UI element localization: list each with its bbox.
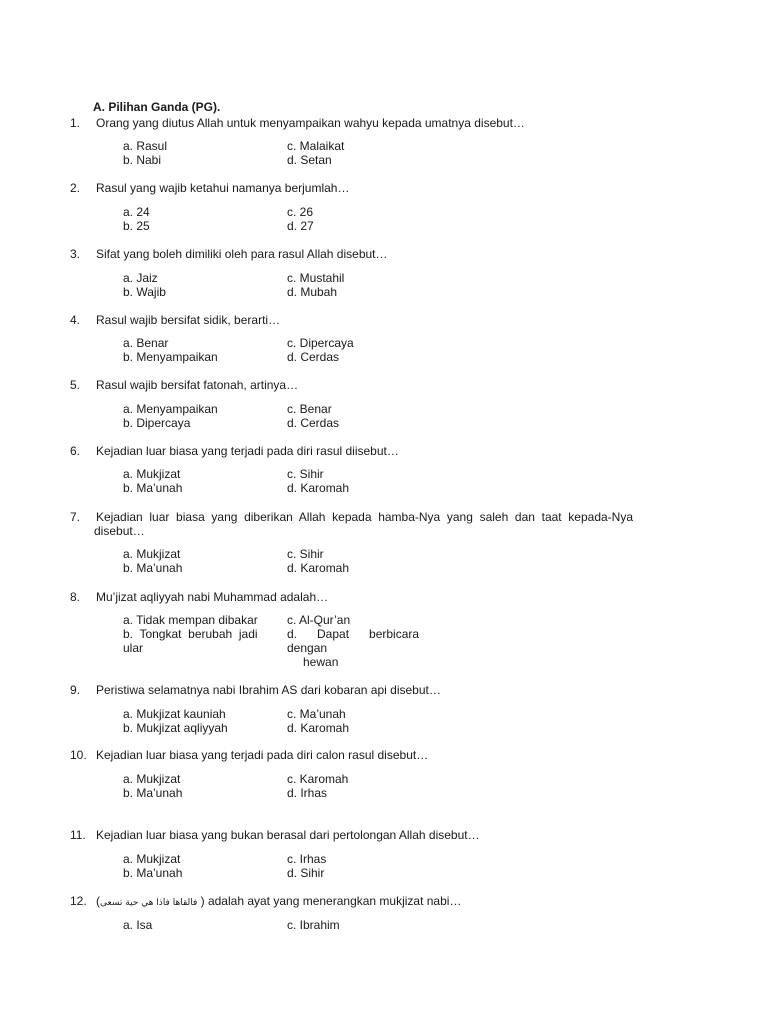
question-text: Orang yang diutus Allah untuk menyampaikan wahyu kepada umatnya disebut…: [96, 116, 525, 130]
option-b: b. Nabi: [123, 153, 162, 167]
option-a: a. Rasul: [123, 139, 168, 153]
option-c: c. Karomah: [287, 772, 349, 786]
question-text: Rasul yang wajib ketahui namanya berjumlah…: [96, 181, 350, 195]
option-d: d. Irhas: [287, 786, 328, 800]
question-text-line-2: disebut…: [94, 524, 145, 538]
open-paren: (: [96, 894, 100, 908]
option-d: d. Sihir: [287, 866, 325, 880]
arabic-verse: فالقاها فاذا هي حية تسعى: [100, 898, 198, 908]
option-c: c. Irhas: [287, 852, 327, 866]
question-number: 11.: [70, 828, 86, 842]
question-text: [96, 894, 702, 910]
option-a: a. Menyampaikan: [123, 402, 218, 416]
option-a: a. Benar: [123, 336, 169, 350]
option-d: d. Setan: [287, 153, 332, 167]
option-c: c. Al-Qur’an: [287, 613, 351, 627]
option-a: a. Jaiz: [123, 271, 158, 285]
option-d: d. Cerdas: [287, 416, 340, 430]
option-a: a. 24: [123, 205, 150, 219]
option-d: d. Karomah: [287, 721, 350, 735]
option-d: d. Karomah: [287, 481, 350, 495]
question-text: Sifat yang boleh dimiliki oleh para rasul Allah disebut…: [96, 247, 388, 261]
section-heading: A. Pilihan Ganda (PG).: [93, 100, 221, 114]
option-d-line-1: d. Dapat berbicara: [287, 627, 420, 641]
option-b: b. Ma’unah: [123, 866, 183, 880]
question-text: Peristiwa selamatnya nabi Ibrahim AS dari kobaran api disebut…: [96, 683, 441, 697]
option-b: b. Ma’unah: [123, 561, 183, 575]
option-d: d. Cerdas: [287, 350, 340, 364]
question-number: 12.: [70, 894, 87, 908]
option-b: b. Dipercaya: [123, 416, 191, 430]
question-text: Kejadian luar biasa yang terjadi pada diri calon rasul disebut…: [96, 748, 429, 762]
option-a: a. Mukjizat: [123, 467, 181, 481]
question-text: Rasul wajib bersifat fatonah, artinya…: [96, 378, 299, 392]
question-number: 6.: [70, 444, 81, 458]
option-c: c. 26: [287, 205, 314, 219]
option-d: d. 27: [287, 219, 314, 233]
question-number: 4.: [70, 313, 81, 327]
option-c: c. Mustahil: [287, 271, 345, 285]
option-c: c. Malaikat: [287, 139, 345, 153]
question-number: 5.: [70, 378, 81, 392]
question-number: 2.: [70, 181, 81, 195]
option-a: a. Isa: [123, 918, 153, 932]
option-c: c. Sihir: [287, 547, 324, 561]
option-a: a. Mukjizat: [123, 772, 181, 786]
question-text-rest: ) adalah ayat yang menerangkan mukjizat nabi…: [197, 894, 462, 908]
question-number: 3.: [70, 247, 81, 261]
option-b-line-1: b. Tongkat berubah jadi: [123, 627, 258, 641]
option-b: b. 25: [123, 219, 150, 233]
question-text-line-1: Kejadian luar biasa yang diberikan Allah kepada hamba-Nya yang saleh dan taat kepada-Nya: [96, 510, 634, 524]
question-number: 9.: [70, 683, 81, 697]
option-b: b. Ma’unah: [123, 481, 183, 495]
question-text: Kejadian luar biasa yang bukan berasal dari pertolongan Allah disebut…: [96, 828, 480, 842]
question-number: 8.: [70, 590, 81, 604]
option-c: c. Sihir: [287, 467, 324, 481]
question-text: Mu’jizat aqliyyah nabi Muhammad adalah…: [96, 590, 329, 604]
option-b: b. Wajib: [123, 285, 166, 299]
question-text: Kejadian luar biasa yang terjadi pada diri rasul diisebut…: [96, 444, 399, 458]
option-b: b. Menyampaikan: [123, 350, 218, 364]
option-d-line-3: hewan: [303, 655, 339, 669]
option-c: c. Ma’unah: [287, 707, 346, 721]
question-text: Rasul wajib bersifat sidik, berarti…: [96, 313, 281, 327]
option-a: a. Tidak mempan dibakar: [123, 613, 258, 627]
option-d: d. Mubah: [287, 285, 338, 299]
option-c: c. Dipercaya: [287, 336, 354, 350]
option-d-line-2: dengan: [287, 641, 328, 655]
question-number: 10.: [70, 748, 87, 762]
option-b-line-2: ular: [123, 641, 144, 655]
option-a: a. Mukjizat: [123, 852, 181, 866]
option-a: a. Mukjizat kauniah: [123, 707, 226, 721]
option-b: b. Ma’unah: [123, 786, 183, 800]
question-number: 1.: [70, 116, 81, 130]
option-c: c. Ibrahim: [287, 918, 340, 932]
option-c: c. Benar: [287, 402, 332, 416]
question-number: 7.: [70, 510, 81, 524]
option-d: d. Karomah: [287, 561, 350, 575]
option-a: a. Mukjizat: [123, 547, 181, 561]
option-b: b. Mukjizat aqliyyah: [123, 721, 228, 735]
